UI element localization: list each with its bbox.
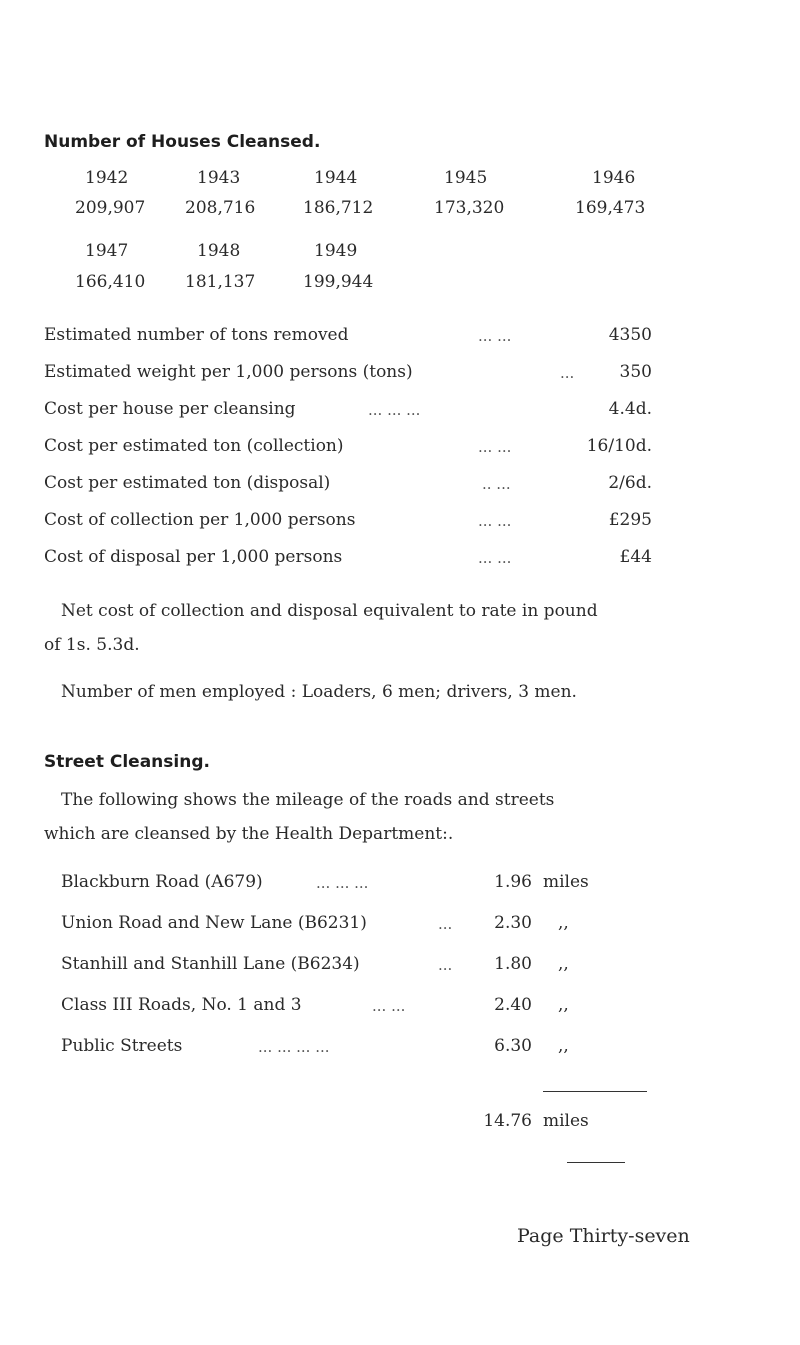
year-1945: 1945 [444,168,488,188]
count-1943: 208,716 [185,198,256,218]
road-unit: ,, [558,1036,569,1056]
road-miles: 2.30 [494,913,532,933]
count-1944: 186,712 [303,198,374,218]
year-1942: 1942 [85,168,129,188]
cost-value: 350 [619,362,652,382]
leader-dots: ... [560,364,575,382]
leader-dots: ... ... [478,327,512,345]
road-miles: 1.80 [494,954,532,974]
houses-heading: Number of Houses Cleansed. [44,132,321,152]
total-rule-top [543,1091,647,1092]
leader-dots: ... ... ... [368,401,421,419]
cost-label: Cost of collection per 1,000 persons [44,510,356,530]
net-cost-line2: of 1s. 5.3d. [44,635,140,655]
net-cost-line1: Net cost of collection and disposal equivalent to rate in pound [61,601,598,621]
road-miles: 1.96 [494,872,532,892]
leader-dots: ... ... [478,438,512,456]
cost-label: Cost of disposal per 1,000 persons [44,547,343,567]
road-unit: ,, [558,995,569,1015]
leader-dots: ... ... [478,549,512,567]
road-name: Union Road and New Lane (B6231) [61,913,367,933]
road-unit: ,, [558,913,569,933]
road-name: Stanhill and Stanhill Lane (B6234) [61,954,360,974]
count-1949: 199,944 [303,272,374,292]
cost-label: Estimated number of tons removed [44,325,349,345]
year-1944: 1944 [314,168,358,188]
cost-value: 4.4d. [608,399,652,419]
road-miles: 6.30 [494,1036,532,1056]
count-1946: 169,473 [575,198,646,218]
total-unit: miles [543,1111,589,1131]
leader-dots: .. ... [482,475,511,493]
leader-dots: ... ... ... [316,874,369,892]
leader-dots: ... ... ... ... [258,1038,330,1056]
total-miles: 14.76 [483,1111,532,1131]
year-1947: 1947 [85,241,129,261]
cost-label: Estimated weight per 1,000 persons (tons) [44,362,413,382]
year-1946: 1946 [592,168,636,188]
road-unit: miles [543,872,589,892]
street-intro-line1: The following shows the mileage of the roads and streets [61,790,555,810]
count-1942: 209,907 [75,198,146,218]
road-unit: ,, [558,954,569,974]
road-name: Public Streets [61,1036,183,1056]
page-footer: Page Thirty-seven [517,1225,690,1247]
leader-dots: ... ... [478,512,512,530]
street-intro-line2: which are cleansed by the Health Department:. [44,824,454,844]
street-heading: Street Cleansing. [44,752,210,772]
cost-label: Cost per estimated ton (collection) [44,436,344,456]
count-1945: 173,320 [434,198,505,218]
year-1948: 1948 [197,241,241,261]
year-1943: 1943 [197,168,241,188]
leader-dots: ... [438,915,453,933]
leader-dots: ... ... [372,997,406,1015]
cost-label: Cost per house per cleansing [44,399,296,419]
count-1948: 181,137 [185,272,256,292]
cost-value: £44 [619,547,652,567]
total-rule-bottom [567,1162,625,1163]
road-name: Blackburn Road (A679) [61,872,263,892]
cost-label: Cost per estimated ton (disposal) [44,473,331,493]
road-miles: 2.40 [494,995,532,1015]
cost-value: 2/6d. [608,473,652,493]
leader-dots: ... [438,956,453,974]
road-name: Class III Roads, No. 1 and 3 [61,995,302,1015]
cost-value: £295 [608,510,652,530]
cost-value: 4350 [608,325,652,345]
year-1949: 1949 [314,241,358,261]
cost-value: 16/10d. [586,436,652,456]
count-1947: 166,410 [75,272,146,292]
men-employed: Number of men employed : Loaders, 6 men; drivers, 3 men. [61,682,577,702]
